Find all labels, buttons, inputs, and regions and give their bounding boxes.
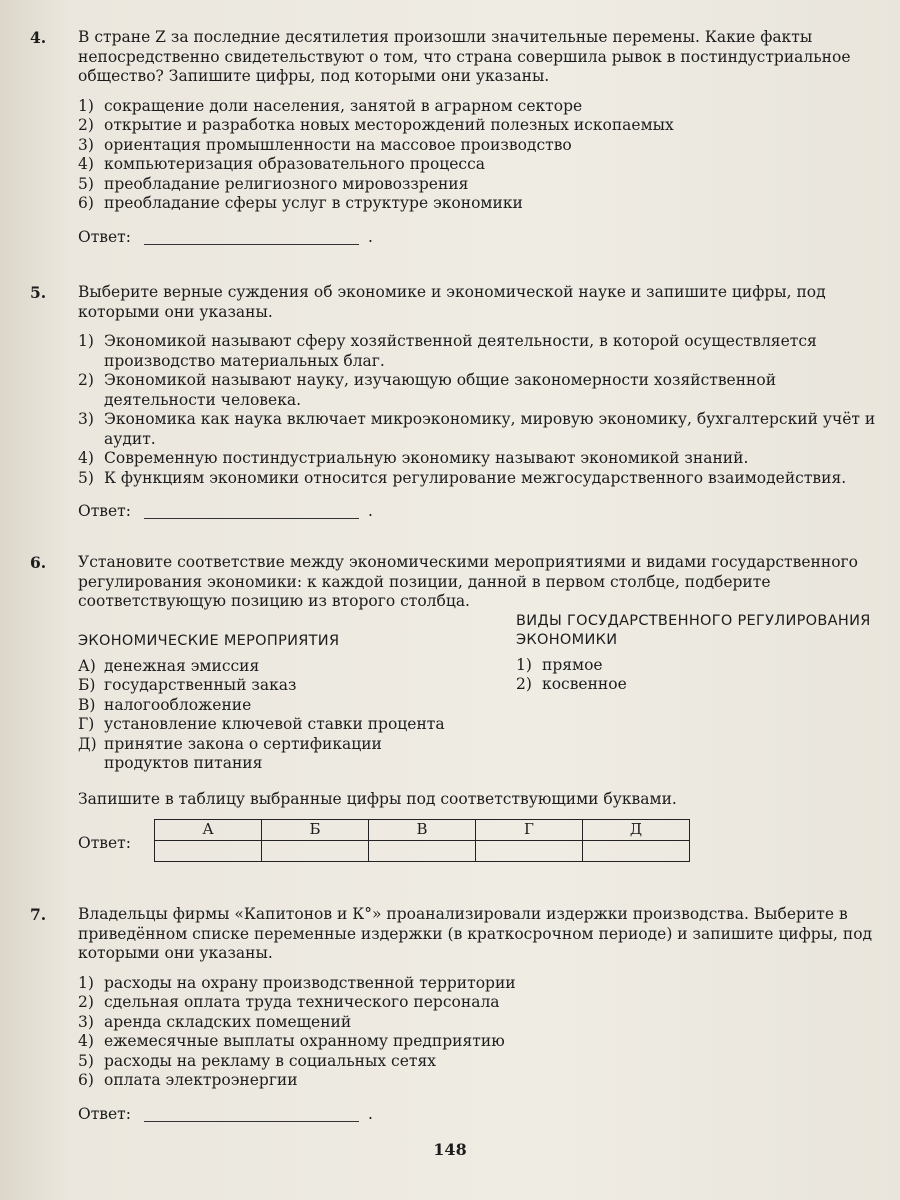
left-item: [78, 696, 516, 716]
option-number: 2): [78, 116, 94, 134]
option-text: сдельная оплата труда технического персонала: [104, 993, 500, 1011]
options-list: [78, 332, 888, 488]
question-5: [30, 283, 890, 522]
item-text: налогообложение: [104, 695, 252, 714]
item-letter: А): [78, 656, 96, 675]
table-header-cell: А: [155, 820, 262, 841]
matching-columns: [78, 612, 888, 774]
option-number: 5): [78, 468, 94, 487]
option-text: ежемесячные выплаты охранному предприятию: [104, 1032, 505, 1050]
option-text: К функциям экономики относится регулирование межгосударственного взаимодействия.: [104, 468, 847, 487]
item-number: 1): [516, 655, 532, 674]
answer-label: Ответ:: [78, 227, 131, 246]
option-number: 1): [78, 332, 94, 350]
option-text: ориентация промышленности на массовое производство: [104, 135, 572, 154]
option-number: 4): [78, 1032, 94, 1050]
option-number: 1): [78, 973, 94, 992]
question-number: 5.: [30, 283, 47, 302]
table-header-cell: В: [369, 820, 476, 841]
answer-period: .: [368, 1104, 373, 1123]
answer-cell[interactable]: [476, 841, 583, 862]
right-item: [516, 675, 886, 695]
option-number: 6): [78, 1071, 94, 1089]
option-text: Экономикой называют сферу хозяйственной деятельности, в которой осуществляется производство материальных благ.: [104, 332, 817, 370]
option-number: 3): [78, 1012, 94, 1031]
option-number: 3): [78, 410, 94, 428]
option-text: компьютеризация образовательного процесса: [104, 155, 486, 173]
option-item: [78, 97, 888, 117]
option-text: сокращение доли населения, занятой в аграрном секторе: [104, 96, 583, 115]
question-number: 7.: [30, 905, 47, 924]
answer-line[interactable]: [144, 1121, 359, 1122]
option-item: [78, 410, 888, 449]
left-column-title: ЭКОНОМИЧЕСКИЕ МЕРОПРИЯТИЯ: [78, 632, 340, 649]
option-number: 6): [78, 194, 94, 212]
answer-label: Ответ:: [78, 502, 131, 520]
item-text: принятие закона о сертификации продуктов питания: [104, 734, 382, 772]
answer-cell[interactable]: [155, 841, 262, 862]
item-letter: Д): [78, 734, 97, 753]
answer-period: .: [368, 502, 373, 520]
option-item: [78, 993, 888, 1013]
option-number: 1): [78, 96, 94, 115]
option-number: 5): [78, 174, 94, 193]
answer-cell[interactable]: [369, 841, 476, 862]
answer-line[interactable]: [144, 244, 359, 245]
option-item: [78, 1032, 888, 1052]
option-item: [78, 116, 888, 136]
option-number: 3): [78, 135, 94, 154]
option-text: преобладание сферы услуг в структуре экономики: [104, 194, 523, 212]
option-item: [78, 469, 888, 489]
option-item: [78, 974, 888, 994]
option-item: [78, 155, 888, 175]
item-letter: Г): [78, 715, 95, 733]
answer-field: [78, 1105, 890, 1125]
option-item: [78, 1071, 888, 1091]
option-item: [78, 1013, 888, 1033]
answer-label: Ответ:: [78, 1104, 131, 1123]
option-item: [78, 332, 888, 371]
option-item: [78, 449, 888, 469]
option-text: Современную постиндустриальную экономику называют экономикой знаний.: [104, 449, 749, 467]
item-letter: В): [78, 695, 96, 714]
answer-field: [78, 228, 890, 248]
item-number: 2): [516, 675, 532, 693]
option-item: [78, 175, 888, 195]
table-header-cell: Г: [476, 820, 583, 841]
option-text: расходы на рекламу в социальных сетях: [104, 1051, 436, 1070]
answer-cell[interactable]: [262, 841, 369, 862]
question-text: В стране Z за последние десятилетия произошли значительные перемены. Какие факты непосредственно свидетельствуют о том, что страна совершила рывок в постиндустриальное общество? Запишите цифры, под которыми они указаны.: [78, 28, 851, 85]
question-7: [30, 905, 890, 1125]
option-number: 5): [78, 1051, 94, 1070]
item-text: прямое: [542, 655, 603, 674]
left-column: [78, 632, 516, 774]
left-item: [78, 715, 516, 735]
question-number: 6.: [30, 553, 47, 572]
item-text: государственный заказ: [104, 676, 297, 694]
question-text: Владельцы фирмы «Капитонов и К°» проанализировали издержки производства. Выберите в приведённом списке переменные издержки (в краткосрочном периоде) и запишите цифры, под которыми они указаны.: [78, 905, 873, 962]
left-item: [78, 657, 516, 677]
answer-field: [78, 502, 890, 522]
item-text: косвенное: [542, 675, 627, 693]
item-text: денежная эмиссия: [104, 656, 260, 675]
question-text: Установите соответствие между экономическими мероприятиями и видами государственного регулирования экономики: к каждой позиции, данной в первом столбце, подберите соответствующую позицию из второго столбца.: [78, 553, 858, 610]
table-instruction: Запишите в таблицу выбранные цифры под соответствующими буквами.: [78, 789, 677, 808]
option-text: расходы на охрану производственной территории: [104, 973, 516, 992]
question-6: [30, 553, 890, 867]
option-text: преобладание религиозного мировоззрения: [104, 174, 469, 193]
page-number: 148: [433, 1140, 467, 1159]
question-number: 4.: [30, 28, 47, 47]
option-text: оплата электроэнергии: [104, 1071, 298, 1089]
table-header-cell: Д: [583, 820, 690, 841]
options-list: [78, 974, 888, 1091]
answer-table-block: [78, 819, 890, 867]
right-column: [516, 612, 886, 774]
answer-line[interactable]: [144, 518, 359, 519]
option-item: [78, 1052, 888, 1072]
answer-period: .: [368, 227, 373, 246]
answer-label: Ответ:: [78, 834, 131, 852]
option-item: [78, 136, 888, 156]
option-text: Экономика как наука включает микроэкономику, мировую экономику, бухгалтерский учёт и аудит.: [104, 410, 876, 448]
option-text: Экономикой называют науку, изучающую общие закономерности хозяйственной деятельности человека.: [104, 371, 777, 409]
answer-table: [154, 819, 690, 862]
left-item: [78, 735, 404, 774]
left-item: [78, 676, 516, 696]
options-list: [78, 97, 888, 214]
question-text: Выберите верные суждения об экономике и экономической науке и запишите цифры, под которыми они указаны.: [78, 283, 826, 321]
option-item: [78, 371, 888, 410]
table-header-cell: Б: [262, 820, 369, 841]
answer-cell[interactable]: [583, 841, 690, 862]
option-text: открытие и разработка новых месторождений полезных ископаемых: [104, 116, 674, 134]
option-item: [78, 194, 888, 214]
right-column-title: ВИДЫ ГОСУДАРСТВЕННОГО РЕГУЛИРОВАНИЯ ЭКОНОМИКИ: [516, 612, 871, 648]
item-letter: Б): [78, 676, 96, 694]
option-number: 2): [78, 371, 94, 389]
option-number: 2): [78, 993, 94, 1011]
item-text: установление ключевой ставки процента: [104, 715, 445, 733]
option-number: 4): [78, 155, 94, 173]
option-number: 4): [78, 449, 94, 467]
right-item: [516, 656, 886, 676]
question-4: [30, 28, 890, 248]
option-text: аренда складских помещений: [104, 1012, 352, 1031]
